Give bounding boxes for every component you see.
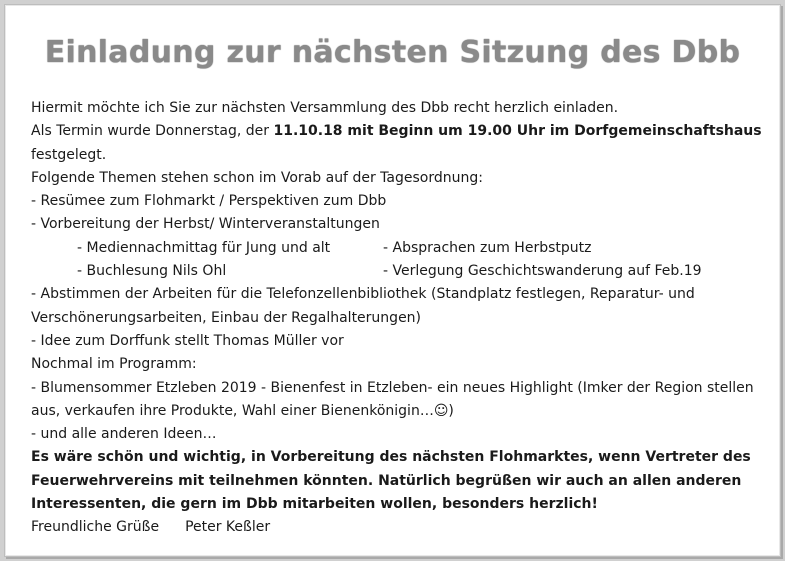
subitem-mediennachmittag: - Mediennachmittag für Jung und alt [77, 239, 331, 256]
signature: Peter Keßler [185, 519, 271, 536]
agenda-item-blumensommer-line-1: - Blumensommer Etzleben 2019 - Bienenfest in Etzleben- ein neues Highlight (Imker der Region stellen [31, 379, 754, 396]
agenda-item-andere-ideen: - und alle anderen Ideen… [31, 426, 217, 443]
agenda-item-telefonzelle-line-2: Verschönerungsarbeiten, Einbau der Regalhalterungen) [31, 309, 422, 326]
agenda-subitems-row-1 [31, 237, 766, 260]
termin-suffix: festgelegt. [31, 146, 107, 163]
invitation-document [4, 4, 781, 557]
agenda-item-blumensommer-line-2: aus, verkaufen ihre Produkte, Wahl einer Bienenkönigin…☺) [31, 402, 454, 419]
document-title: Einladung zur nächsten Sitzung des Dbb [44, 35, 741, 70]
subitem-herbstputz: - Absprachen zum Herbstputz [383, 239, 592, 256]
agenda-item-flohmarkt: - Resümee zum Flohmarkt / Perspektiven zum Dbb [31, 193, 387, 210]
closing-line-1: Es wäre schön und wichtig, in Vorbereitung des nächsten Flohmarktes, wenn Vertreter des [31, 449, 751, 466]
signoff-line [31, 516, 766, 539]
greeting: Freundliche Grüße [31, 519, 160, 536]
subitem-buchlesung: - Buchlesung Nils Ohl [77, 263, 227, 280]
termin-line [31, 120, 766, 143]
termin-date-location: 11.10.18 mit Beginn um 19.00 Uhr im Dorfgemeinschaftshaus [273, 123, 762, 140]
closing-line-2: Feuerwehrvereins mit teilnehmen könnten. Natürlich begrüßen wir auch an allen anderen [31, 472, 742, 489]
agenda-item-herbst-winter: - Vorbereitung der Herbst/ Winterveranstaltungen [31, 216, 380, 233]
agenda-item-telefonzelle-line-1: - Abstimmen der Arbeiten für die Telefonzellenbibliothek (Standplatz festlegen, Reparatur- und [31, 286, 695, 303]
document-body [31, 97, 766, 540]
intro-line: Hiermit möchte ich Sie zur nächsten Versammlung des Dbb recht herzlich einladen. [31, 100, 619, 116]
termin-prefix: Als Termin wurde Donnerstag, der [31, 123, 274, 140]
closing-line-3: Interessenten, die gern im Dbb mitarbeiten wollen, besonders herzlich! [31, 496, 598, 513]
programm-heading: Nochmal im Programm: [31, 356, 197, 373]
themen-intro: Folgende Themen stehen schon im Vorab auf der Tagesordnung: [31, 169, 483, 186]
agenda-subitems-row-2 [31, 260, 766, 283]
subitem-geschichtswanderung: - Verlegung Geschichtswanderung auf Feb.19 [383, 263, 702, 280]
agenda-item-dorffunk: - Idee zum Dorffunk stellt Thomas Müller vor [31, 332, 344, 349]
